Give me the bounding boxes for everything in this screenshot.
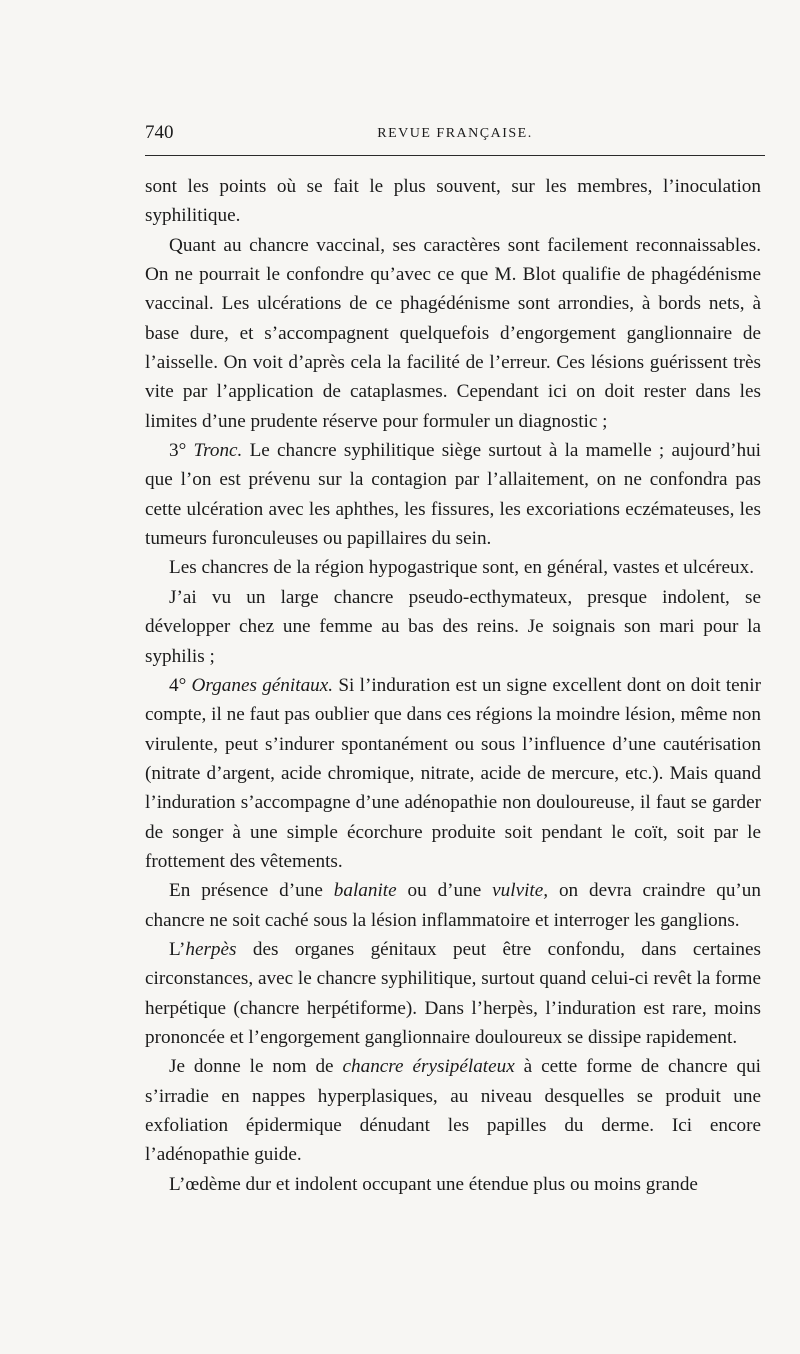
paragraph (145, 1052, 761, 1169)
text-run: des organes génitaux peut être confondu, dans certaines circonstances, avec le chancre syphilitique, surtout quand celui-ci revêt la forme herpétique (chancre herpétiforme). Dans l’herpès, l’induration est rare, moins prononcée et l’engorgement ganglionnaire douloureux se dissipe rapidement. (145, 938, 761, 1048)
italic-term: balanite (333, 880, 397, 902)
text-run: Les chancres de la région hypogastrique sont, en général, vastes et ulcéreux. (169, 557, 754, 579)
text-run: ou d’une (396, 880, 493, 902)
italic-term: herpès (185, 938, 237, 960)
text-run: sont les points où se fait le plus souvent, sur les membres, l’inoculation syphilitique. (145, 176, 761, 227)
paragraph (145, 671, 761, 876)
page-header (145, 118, 765, 158)
paragraph (145, 935, 761, 1052)
text-run: Quant au chancre vaccinal, ses caractères sont facilement reconnaissables. On ne pourrait le confondre qu’avec ce que M. Blot qualifie de phagédénisme vaccinal. Les ulcérations de ce phagédénisme sont arrondies, à bords nets, à base dure, et s’accompagnent quelquefois d’engorgement ganglionnaire de l’aisselle. On voit d’après cela la facilité de l’erreur. Ces lésions guérissent très vite par l’application de cataplasmes. Cependant ici on doit rester dans les limites d’une prudente réserve pour formuler un diagnostic ; (145, 234, 761, 432)
text-run: En présence d’une (169, 880, 334, 902)
body-text (145, 172, 761, 1199)
text-run: on devra craindre qu’un chancre ne soit caché sous la lésion inflammatoire et interroger les ganglions. (145, 880, 761, 931)
text-run: L’ (169, 938, 186, 960)
paragraph (145, 231, 761, 436)
running-title: REVUE FRANÇAISE. (377, 126, 533, 141)
paragraph (145, 172, 761, 231)
paragraph (145, 583, 761, 671)
paragraph (145, 436, 761, 553)
paragraph (145, 876, 761, 935)
italic-term: vulvite, (492, 880, 549, 902)
paragraph (145, 553, 761, 582)
text-run: L’œdème dur et indolent occupant une étendue plus ou moins grande (169, 1173, 698, 1195)
text-run: J’ai vu un large chancre pseudo-ecthymateux, presque indolent, se développer chez une femme au bas des reins. Je soignais son mari pour la syphilis ; (145, 586, 761, 667)
text-run: à cette forme de chancre qui s’irradie en nappes hyperplasiques, au niveau desquelles se produit une exfoliation épidermique dénudant les papilles du derme. Ici encore l’adénopathie guide. (145, 1056, 762, 1166)
header-rule (145, 155, 765, 156)
text-run: 3° (169, 440, 194, 462)
text-run: Si l’induration est un signe excellent dont on doit tenir compte, il ne faut pas oublier que dans ces régions la moindre lésion, même non virulente, peut s’indurer spontanément ou sous l’influence d’une cautérisation (nitrate d’argent, acide chromique, nitrate, acide de mercure, etc.). Mais quand l’induration s’accompagne d’une adénopathie non douloureuse, il faut se garder de songer à une simple écorchure produite soit pendant le coït, soit par le frottement des vêtements. (145, 674, 761, 872)
text-run: Le chancre syphilitique siège surtout à la mamelle ; aujourd’hui que l’on est prévenu sur la contagion par l’allaitement, on ne confondra pas cette ulcération avec les aphthes, les fissures, les excoriations eczémateuses, les tumeurs furonculeuses ou papillaires du sein. (145, 440, 761, 550)
italic-term: Tronc. (193, 440, 243, 462)
paragraph (145, 1170, 761, 1199)
text-run: 4° (169, 674, 192, 696)
page-number: 740 (145, 122, 174, 143)
italic-term: Organes génitaux. (191, 674, 334, 696)
text-run: Je donne le nom de (169, 1056, 343, 1078)
italic-term: chancre érysipélateux (342, 1056, 515, 1078)
